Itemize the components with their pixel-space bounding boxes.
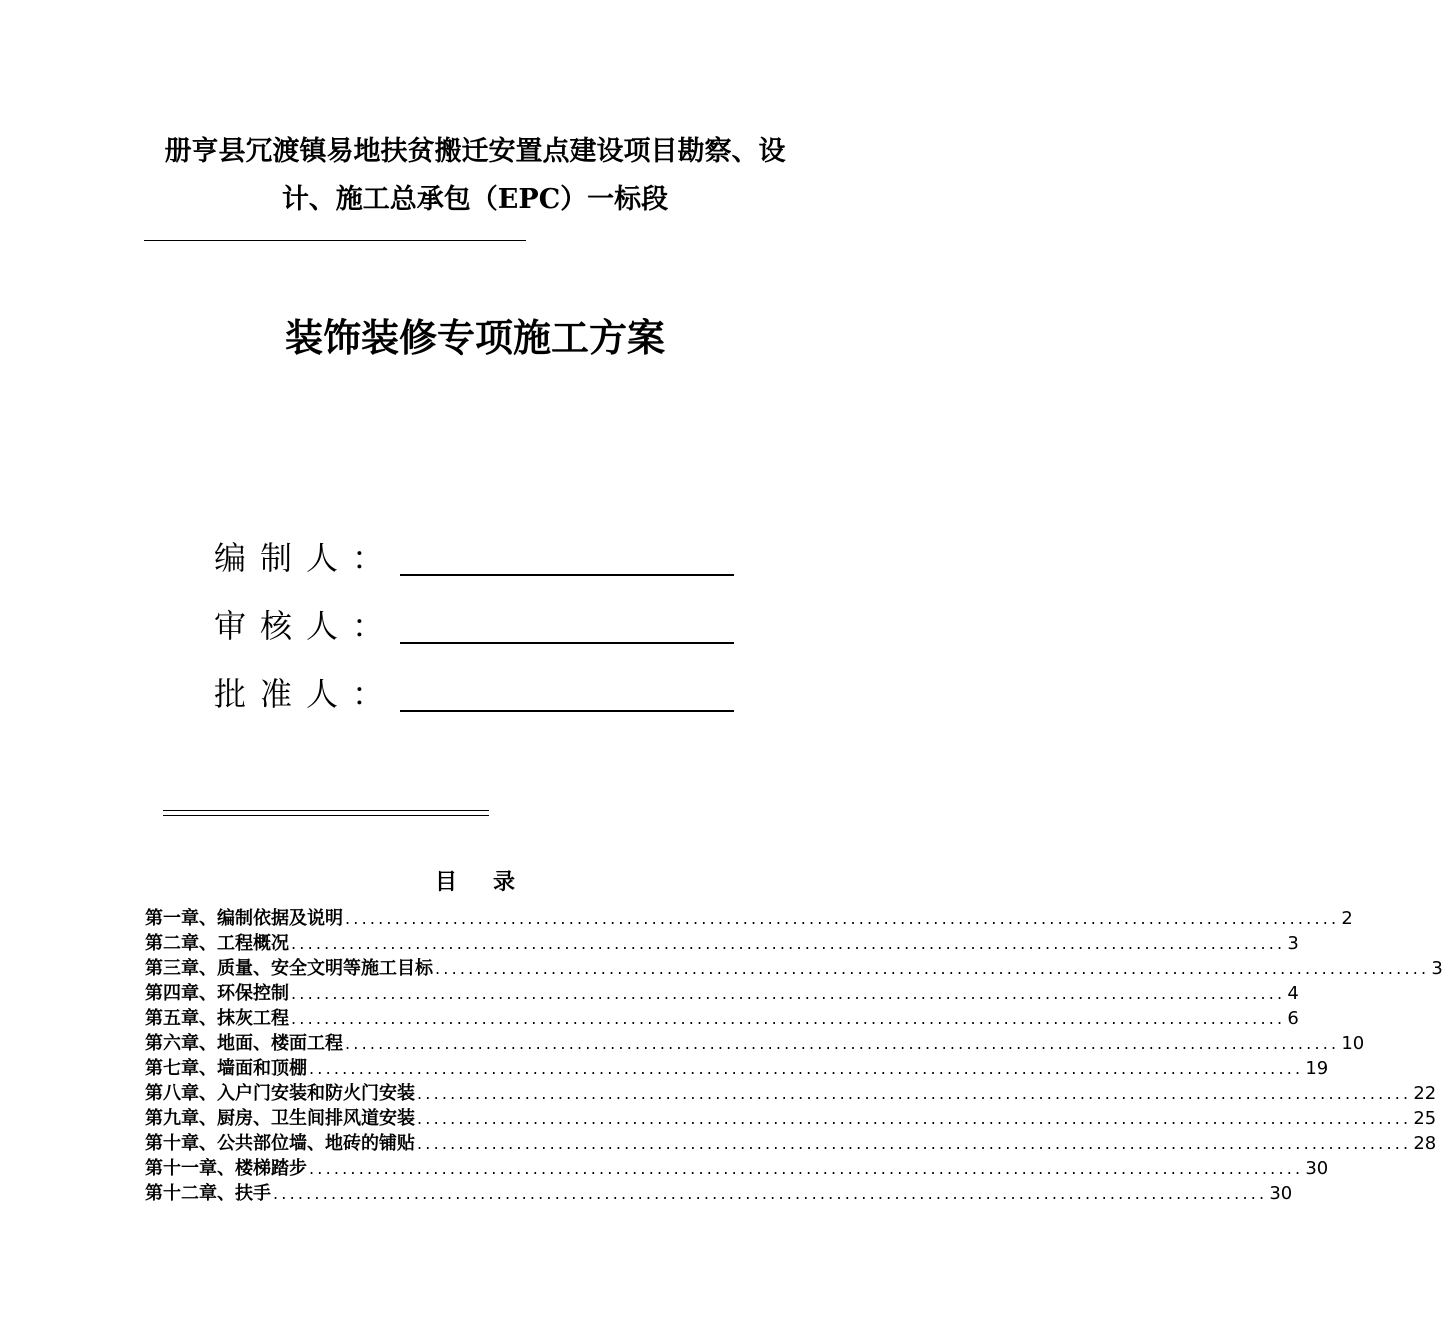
document-title: 装饰装修专项施工方案: [284, 315, 665, 360]
toc-entry[interactable]: [145, 931, 1299, 956]
toc-leader-dots: ........................................................................................................................: [291, 984, 1286, 1003]
toc-entry[interactable]: [145, 1081, 1437, 1106]
signature-label-approver: 批准人：: [214, 675, 399, 713]
toc-entry-page: 3: [1431, 958, 1443, 979]
signature-row-compiler: [214, 530, 734, 580]
title-underline: [144, 240, 526, 241]
toc-entry-page: 25: [1413, 1108, 1437, 1129]
signature-line-approver: [400, 672, 734, 712]
toc-entry[interactable]: [145, 1106, 1437, 1131]
toc-entry[interactable]: [145, 1031, 1365, 1056]
toc-entry-label: 第十章、公共部位墙、地砖的铺贴: [145, 1133, 415, 1154]
toc-entry-label: 第四章、环保控制: [145, 983, 289, 1004]
toc-leader-dots: ........................................................................................................................: [309, 1159, 1304, 1178]
toc-entry-label: 第三章、质量、安全文明等施工目标: [145, 958, 433, 979]
signature-label-compiler: 编制人：: [214, 539, 399, 577]
toc-entry-page: 19: [1305, 1058, 1329, 1079]
toc-entry-page: 28: [1413, 1133, 1437, 1154]
toc-entry-label: 第一章、编制依据及说明: [145, 908, 343, 929]
project-title: [140, 128, 810, 224]
signature-row-reviewer: [214, 598, 734, 648]
toc-entry[interactable]: [145, 1056, 1329, 1081]
toc-entry-page: 4: [1287, 983, 1299, 1004]
toc-leader-dots: ........................................................................................................................: [273, 1184, 1268, 1203]
toc-entry[interactable]: [145, 956, 1443, 981]
toc-entry-page: 30: [1305, 1158, 1329, 1179]
toc-heading: 目录: [434, 870, 551, 895]
toc-entry[interactable]: [145, 1131, 1437, 1156]
toc-entry-label: 第十二章、扶手: [145, 1183, 271, 1204]
toc-leader-dots: ........................................................................................................................: [417, 1084, 1412, 1103]
toc-entry[interactable]: [145, 1156, 1329, 1181]
project-title-line-1: 册亨县冗渡镇易地扶贫搬迁安置点建设项目勘察、设: [164, 136, 786, 167]
toc-leader-dots: ........................................................................................................................: [435, 959, 1430, 978]
toc-entry-page: 2: [1341, 908, 1353, 929]
toc-entry[interactable]: [145, 906, 1353, 931]
signature-row-approver: [214, 666, 734, 716]
toc-entry-page: 30: [1269, 1183, 1293, 1204]
toc-entry-label: 第八章、入户门安装和防火门安装: [145, 1083, 415, 1104]
toc-leader-dots: ........................................................................................................................: [417, 1134, 1412, 1153]
toc-entry-label: 第二章、工程概况: [145, 933, 289, 954]
table-of-contents: [145, 906, 1443, 1206]
toc-leader-dots: ........................................................................................................................: [345, 1034, 1340, 1053]
toc-entry[interactable]: [145, 981, 1299, 1006]
signature-line-reviewer: [400, 604, 734, 644]
toc-entry-label: 第七章、墙面和顶棚: [145, 1058, 307, 1079]
signature-line-compiler: [400, 536, 734, 576]
toc-entry-label: 第六章、地面、楼面工程: [145, 1033, 343, 1054]
toc-entry-page: 6: [1287, 1008, 1299, 1029]
toc-entry[interactable]: [145, 1181, 1293, 1206]
toc-entry-label: 第九章、厨房、卫生间排风道安装: [145, 1108, 415, 1129]
project-title-line-2: 计、施工总承包（EPC）一标段: [281, 184, 669, 215]
toc-leader-dots: ........................................................................................................................: [291, 1009, 1286, 1028]
toc-entry[interactable]: [145, 1006, 1299, 1031]
toc-leader-dots: ........................................................................................................................: [309, 1059, 1304, 1078]
toc-leader-dots: ........................................................................................................................: [417, 1109, 1412, 1128]
toc-entry-label: 第五章、抹灰工程: [145, 1008, 289, 1029]
toc-entry-page: 22: [1413, 1083, 1437, 1104]
toc-leader-dots: ........................................................................................................................: [345, 909, 1340, 928]
toc-entry-page: 10: [1341, 1033, 1365, 1054]
signature-label-reviewer: 审核人：: [214, 607, 399, 645]
double-rule-divider: [163, 810, 489, 816]
toc-leader-dots: ........................................................................................................................: [291, 934, 1286, 953]
toc-entry-page: 3: [1287, 933, 1299, 954]
toc-entry-label: 第十一章、楼梯踏步: [145, 1158, 307, 1179]
